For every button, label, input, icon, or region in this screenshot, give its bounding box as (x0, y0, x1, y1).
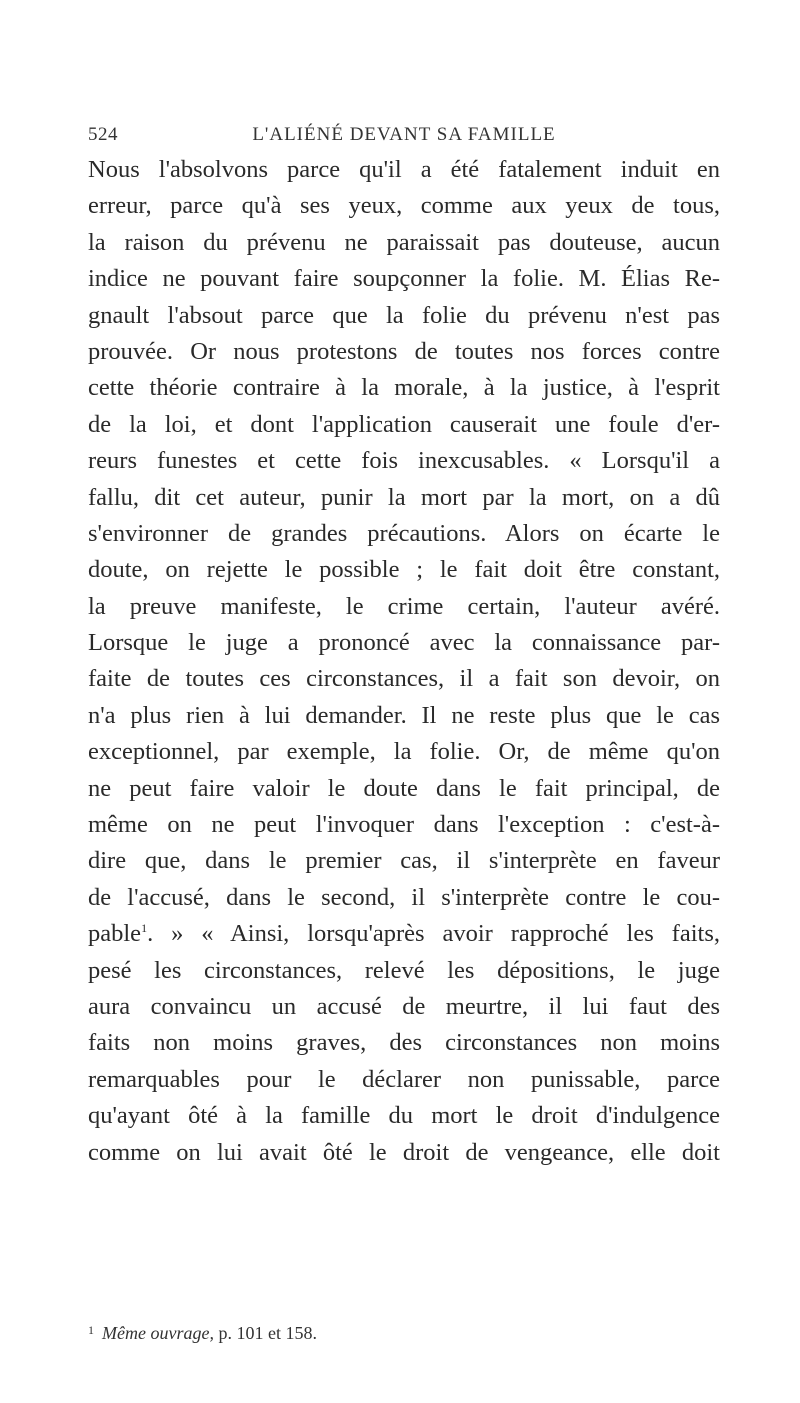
text-line: qu'ayant ôté à la famille du mort le droit d'indulgence (88, 1102, 720, 1130)
text-line: ne peut faire valoir le doute dans le fait principal, de (88, 774, 720, 802)
text-line: la preuve manifeste, le crime certain, l'auteur avéré. (88, 592, 720, 620)
body-text (88, 152, 720, 1171)
footnote-mark: 1 (88, 1323, 94, 1337)
text-line-with-footnote-ref (88, 916, 720, 952)
text-line: comme on lui avait ôté le droit de vengeance, elle doit (88, 1138, 720, 1166)
text-line: s'environner de grandes précautions. Alors on écarte le (88, 519, 720, 547)
text-line: fallu, dit cet auteur, punir la mort par la mort, on a dû (88, 483, 720, 511)
text-line: de l'accusé, dans le second, il s'interprète contre le cou- (88, 883, 720, 911)
text-line: reurs funestes et cette fois inexcusables. « Lorsqu'il a (88, 447, 720, 475)
text-line: aura convaincu un accusé de meurtre, il lui faut des (88, 992, 720, 1020)
text-line: doute, on rejette le possible ; le fait doit être constant, (88, 556, 720, 584)
text-line: indice ne pouvant faire soupçonner la folie. M. Élias Re- (88, 265, 720, 293)
text-line: pesé les circonstances, relevé les dépositions, le juge (88, 956, 720, 984)
text-line: prouvée. Or nous protestons de toutes nos forces contre (88, 337, 720, 365)
text-line: faits non moins graves, des circonstances non moins (88, 1029, 720, 1057)
text-line: cette théorie contraire à la morale, à la justice, à l'esprit (88, 374, 720, 402)
text-line: dire que, dans le premier cas, il s'interprète en faveur (88, 847, 720, 875)
text-line: faite de toutes ces circonstances, il a fait son devoir, on (88, 665, 720, 693)
running-head: L'ALIÉNÉ DEVANT SA FAMILLE (252, 124, 556, 145)
text-line: exceptionnel, par exemple, la folie. Or, de même qu'on (88, 738, 720, 766)
footnote-reference[interactable]: 1 (141, 921, 148, 936)
text-line: n'a plus rien à lui demander. Il ne reste plus que le cas (88, 701, 720, 729)
page-number: 524 (88, 124, 118, 145)
text-line: Lorsque le juge a prononcé avec la connaissance par- (88, 629, 720, 657)
text-line: même on ne peut l'invoquer dans l'exception : c'est-à- (88, 811, 720, 839)
text-line: erreur, parce qu'à ses yeux, comme aux yeux de tous, (88, 192, 720, 220)
line-text: pable (88, 920, 142, 948)
text-line: Nous l'absolvons parce qu'il a été fatalement induit en (88, 156, 720, 183)
text-line: la raison du prévenu ne paraissait pas douteuse, aucun (88, 228, 720, 256)
text-line: gnault l'absout parce que la folie du prévenu n'est pas (88, 301, 720, 329)
text-line: remarquables pour le déclarer non punissable, parce (88, 1065, 720, 1093)
footnote (88, 1318, 720, 1345)
line-text: . » « Ainsi, lorsqu'après avoir rapproché les faits, (147, 920, 720, 948)
text-line: de la loi, et dont l'application causerait une foule d'er- (88, 410, 720, 438)
footnote-source-title: Même ouvrage, (102, 1323, 214, 1343)
footnote-text: p. 101 et 158. (213, 1323, 317, 1343)
page-header (88, 124, 720, 154)
